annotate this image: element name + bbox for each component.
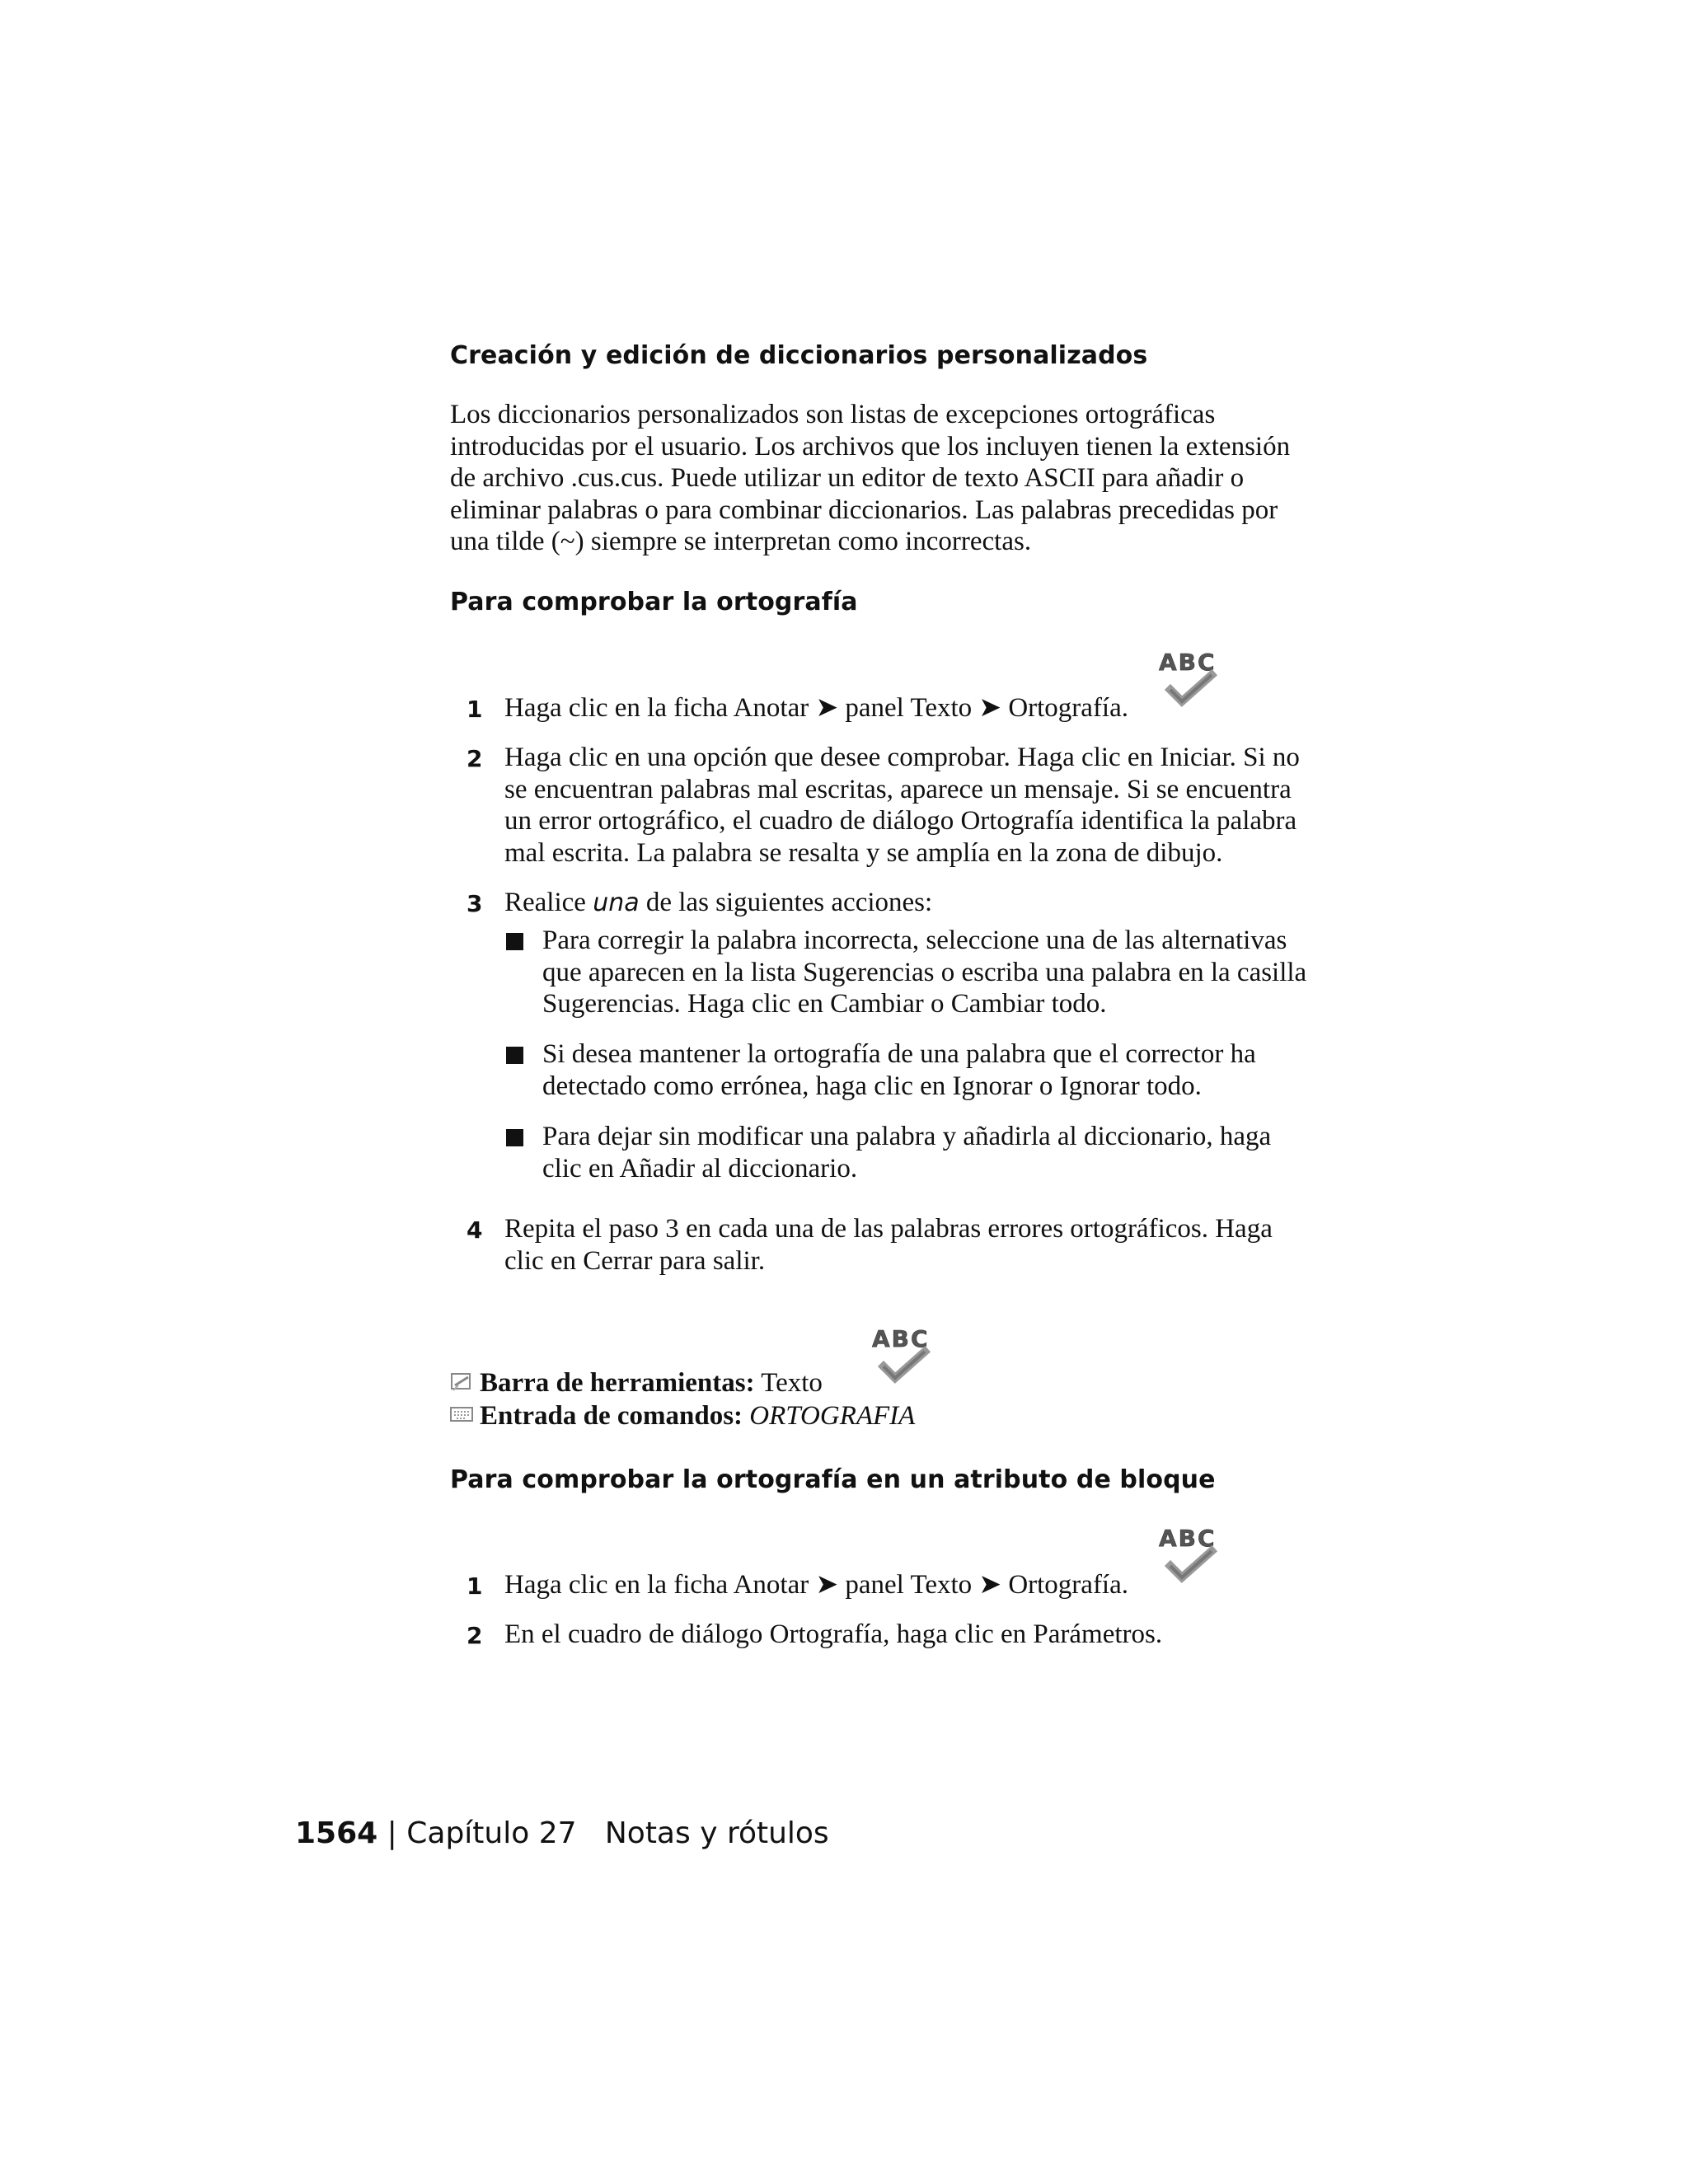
step-line: se encuentran palabras mal escritas, aparece un mensaje. Si se encuentra xyxy=(504,774,1292,804)
bullet-line: Si desea mantener la ortografía de una palabra que el corrector ha xyxy=(542,1039,1256,1069)
page-number: 1564 xyxy=(295,1816,378,1850)
paragraph-line: introducidas por el usuario. Los archivos que los incluyen tienen la extensión xyxy=(450,431,1291,462)
step-text: En el cuadro de diálogo Ortografía, haga clic en Parámetros. xyxy=(504,1619,1163,1649)
step-line: mal escrita. La palabra se resalta y se amplía en la zona de dibujo. xyxy=(504,837,1223,868)
toolbar-value: Texto xyxy=(761,1368,823,1398)
step-number: 4 xyxy=(467,1216,483,1244)
bullet-line: que aparecen en la lista Sugerencias o escriba una palabra en la casilla xyxy=(542,957,1307,987)
page-footer xyxy=(295,1816,829,1850)
step-emphasis: una xyxy=(593,888,640,917)
step-number: 1 xyxy=(467,696,483,723)
chapter-label: Capítulo 27 xyxy=(406,1816,577,1850)
abc-check-icon xyxy=(867,1324,941,1390)
command-reference xyxy=(480,1401,915,1432)
toolbar-reference xyxy=(480,1368,823,1399)
toolbar-label: Barra de herramientas: xyxy=(480,1368,755,1398)
bullet-line: clic en Añadir al diccionario. xyxy=(542,1153,858,1183)
paragraph-line: de archivo .cus.cus. Puede utilizar un editor de texto ASCII para añadir o xyxy=(450,463,1245,493)
step-text xyxy=(504,1213,1345,1277)
bullet-text xyxy=(542,1038,1358,1102)
svg-text:ABC: ABC xyxy=(872,1325,930,1352)
step-text: Haga clic en la ficha Anotar ➤ panel Texto ➤ Ortografía. xyxy=(504,1570,1129,1600)
step-text: Haga clic en la ficha Anotar ➤ panel Texto ➤ Ortografía. xyxy=(504,693,1129,723)
step-text xyxy=(504,887,932,920)
abc-check-icon xyxy=(1154,647,1228,713)
bullet-square xyxy=(506,933,523,950)
step-line: Repita el paso 3 en cada una de las palabras errores ortográficos. Haga xyxy=(504,1214,1273,1244)
bullet-text xyxy=(542,1121,1358,1184)
section-heading: Creación y edición de diccionarios personalizados xyxy=(450,341,1148,370)
step-number: 2 xyxy=(467,1622,483,1649)
bullet-line: Para corregir la palabra incorrecta, seleccione una de las alternativas xyxy=(542,926,1287,955)
procedure-heading: Para comprobar la ortografía xyxy=(450,588,858,616)
bullet-line: Para dejar sin modificar una palabra y añadirla al diccionario, haga xyxy=(542,1122,1272,1151)
bullet-square xyxy=(506,1047,523,1064)
step-line: un error ortográfico, el cuadro de diálogo Ortografía identifica la palabra xyxy=(504,806,1297,836)
svg-text:ABC: ABC xyxy=(1159,1525,1217,1552)
keyboard-icon xyxy=(450,1404,473,1424)
footer-separator: | xyxy=(387,1816,397,1850)
step-text xyxy=(504,742,1345,869)
paragraph-line: una tilde (~) siempre se interpretan como incorrectas. xyxy=(450,527,1032,556)
paragraph-line: Los diccionarios personalizados son listas de excepciones ortográficas xyxy=(450,400,1216,429)
step-line: clic en Cerrar para salir. xyxy=(504,1245,766,1276)
bullet-line: Sugerencias. Haga clic en Cambiar o Cambiar todo. xyxy=(542,989,1107,1019)
abc-check-icon xyxy=(1154,1523,1228,1589)
command-label: Entrada de comandos: xyxy=(480,1401,743,1431)
svg-text:ABC: ABC xyxy=(1159,649,1217,676)
step-text-part: Realice xyxy=(504,888,593,917)
toolbar-icon xyxy=(450,1371,473,1394)
bullet-text xyxy=(542,925,1358,1020)
step-number: 3 xyxy=(467,890,483,917)
step-number: 1 xyxy=(467,1572,483,1600)
step-text-part: de las siguientes acciones: xyxy=(639,888,933,917)
bullet-line: detectado como errónea, haga clic en Ignorar o Ignorar todo. xyxy=(542,1071,1202,1101)
paragraph-line: eliminar palabras o para combinar diccionarios. Las palabras precedidas por xyxy=(450,494,1278,525)
bullet-square xyxy=(506,1129,523,1146)
command-value: ORTOGRAFIA xyxy=(749,1401,916,1431)
procedure-heading: Para comprobar la ortografía en un atributo de bloque xyxy=(450,1465,1216,1494)
intro-paragraph xyxy=(450,399,1340,558)
step-line: Haga clic en una opción que desee comprobar. Haga clic en Iniciar. Si no xyxy=(504,743,1300,772)
chapter-title: Notas y rótulos xyxy=(604,1816,829,1850)
step-number: 2 xyxy=(467,745,483,772)
